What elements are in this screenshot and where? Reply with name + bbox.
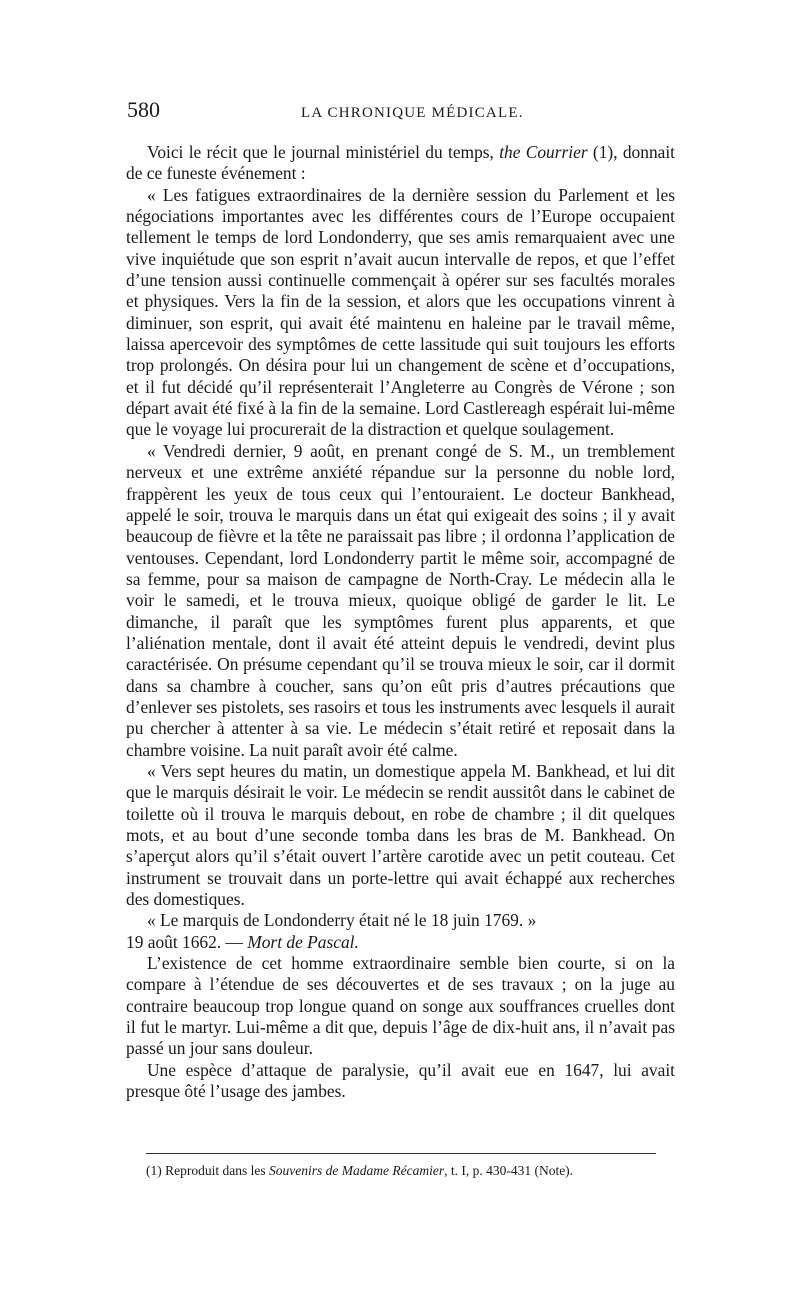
running-title: LA CHRONIQUE MÉDICALE. xyxy=(301,105,524,121)
intro-paragraph xyxy=(126,142,675,185)
newspaper-title: the Courrier xyxy=(499,142,588,162)
intro-text: Voici le récit que le journal ministériel du temps, xyxy=(147,142,500,162)
footnote-marker: (1) xyxy=(146,1163,166,1178)
quote-paragraph-3-text: Vers sept heures du matin, un domestique appela M. Bankhead, et lui dit que le marquis désirait le voir. Le médecin se rendit aussitôt dans le cabinet de toilette où il trouva le marquis debout, en robe de chambre ; il dit quelques mots, et au bout d’une seconde tomba dans les bras de M. Bankhead. On s’aperçut alors qu’il s’était ouvert l’artère carotide avec un petit couteau. Cet instrument se trouvait dans un porte-lettre qui avait échappé aux recherches des domestiques. xyxy=(126,760,676,910)
section-heading xyxy=(126,932,675,953)
quote-paragraph-2-text: Vendredi dernier, 9 août, en prenant congé de S. M., un tremblement nerveux et une extrême anxiété répandue sur la personne du noble lord, frappèrent les yeux de tous ceux qui l’entouraient. Le docteur Bankhead, appelé le soir, trouva le marquis dans un état qui exigeait des soins ; il y avait beaucoup de fièvre et la tête ne paraissait pas libre ; il ordonna l’application de ventouses. Cependant, lord Londonderry partit le même soir, accompagné de sa femme, pour sa maison de campagne de North-Cray. Le médecin alla le voir le samedi, et le trouva mieux, quoique obligé de garder le lit. Le dimanche, il paraît que les symptômes furent plus apparents, et que l’aliénation mentale, dont il avait été atteint depuis le vendredi, devint plus caractérisée. On présume cependant qu’il se trouva mieux le soir, car il dormit dans sa chambre à coucher, sans qu’on eût pris d’autres précautions que d’enlever ses pistolets, ses rasoirs et tous les instruments avec lesquels il aurait pu chercher à attenter à sa vie. Le médecin s’était retiré et reposait dans la chambre voisine. La nuit paraît avoir été calme. xyxy=(126,440,675,760)
page-header xyxy=(127,97,687,127)
footnote-text: Reproduit dans les xyxy=(165,1163,269,1178)
quote-paragraph-2: « Vendredi dernier, 9 août, en prenant congé de S. M., un tremblement nerveux et une extrême anxiété répandue sur la personne du noble lord, frappèrent les yeux de tous ceux qui l’entouraient. Le docteur Bankhead, appelé le soir, trouva le marquis dans un état qui exigeait des soins ; il y avait beaucoup de fièvre et la tête ne paraissait pas libre ; il ordonna l’application de ventouses. Cependant, lord Londonderry partit le même soir, accompagné de sa femme, pour sa maison de campagne de North-Cray. Le médecin alla le voir le samedi, et le trouva mieux, quoique obligé de garder le lit. Le dimanche, il paraît que les symptômes furent plus apparents, et que l’aliénation mentale, dont il avait été atteint depuis le vendredi, devint plus caractérisée. On présume cependant qu’il se trouva mieux le soir, car il dormit dans sa chambre à coucher, sans qu’on eût pris d’autres précautions que d’enlever ses pistolets, ses rasoirs et tous les instruments avec lesquels il aurait pu chercher à attenter à sa vie. Le médecin s’était retiré et reposait dans la chambre voisine. La nuit paraît avoir été calme. xyxy=(126,440,675,760)
body-paragraph-1: L’existence de cet homme extraordinaire semble bien courte, si on la compare à l’étendue de ses découvertes et de ses travaux ; on la juge au contraire beaucoup trop longue quand on songe aux souffrances cruelles dont il fut le martyr. Lui-même a dit que, depuis l’âge de dix-huit ans, il n’avait pas passé un jour sans douleur. xyxy=(126,953,675,1059)
footnote-rule xyxy=(146,1153,656,1154)
main-text xyxy=(126,142,675,1102)
quoted-article xyxy=(126,185,675,932)
footnote xyxy=(146,1162,686,1180)
quote-paragraph-3: « Vers sept heures du matin, un domestique appela M. Bankhead, et lui dit que le marquis désirait le voir. Le médecin se rendit aussitôt dans le cabinet de toilette où il trouva le marquis debout, en robe de chambre ; il dit quelques mots, et au bout d’une seconde tomba dans les bras de M. Bankhead. On s’aperçut alors qu’il s’était ouvert l’artère carotide avec un petit couteau. Cet instrument se trouvait dans un porte-lettre qui avait échappé aux recherches des domestiques. xyxy=(126,760,676,910)
quote-paragraph-4-text: Le marquis de Londonderry était né le 18 juin 1769. » xyxy=(160,910,537,931)
intro-text-end: (1), donnait de ce funeste événement : xyxy=(126,142,676,184)
body-paragraph-2: Une espèce d’attaque de paralysie, qu’il avait eue en 1647, lui avait presque ôté l’usage des jambes. xyxy=(126,1059,675,1102)
footnote-book-title: Souvenirs de Madame Récamier xyxy=(269,1163,445,1178)
footnote-text-end: , t. I, p. 430-431 (Note). xyxy=(444,1163,574,1178)
quote-paragraph-4: « Le marquis de Londonderry était né le 18 juin 1769. » xyxy=(147,910,537,931)
page-number: 580 xyxy=(127,97,160,122)
quote-paragraph-1-text: Les fatigues extraordinaires de la dernière session du Parlement et les négociations importantes avec les différentes cours de l’Europe occupaient tellement le temps de lord Londonderry, que ses amis remarquaient avec une vive inquiétude que son esprit n’avait aucun intervalle de repos, et que l’effet d’une tension aussi continuelle commençait à opérer sur ses facultés morales et physiques. Vers la fin de la session, et alors que les occupations vinrent à diminuer, son esprit, qui avait été maintenu en haleine par le travail même, laissa apercevoir des symptômes de cette lassitude qui suit toujours les efforts trop prolongés. On désira pour lui un changement de scène et d’occupations, et il fut décidé qu’il représenterait l’Angleterre au Congrès de Vérone ; son départ avait été fixé à la fin de la semaine. Lord Castlereagh espérait lui-même que le voyage lui procurerait de la distraction et quelque soulagement. xyxy=(126,184,675,440)
section-date: 19 août 1662. — xyxy=(126,931,248,952)
section-title: Mort de Pascal. xyxy=(247,931,359,952)
quote-paragraph-1: « Les fatigues extraordinaires de la dernière session du Parlement et les négociations importantes avec les différentes cours de l’Europe occupaient tellement le temps de lord Londonderry, que ses amis remarquaient avec une vive inquiétude que son esprit n’avait aucun intervalle de repos, et que l’effet d’une tension aussi continuelle commençait à opérer sur ses facultés morales et physiques. Vers la fin de la session, et alors que les occupations vinrent à diminuer, son esprit, qui avait été maintenu en haleine par le travail même, laissa apercevoir des symptômes de cette lassitude qui suit toujours les efforts trop prolongés. On désira pour lui un changement de scène et d’occupations, et il fut décidé qu’il représenterait l’Angleterre au Congrès de Vérone ; son départ avait été fixé à la fin de la semaine. Lord Castlereagh espérait lui-même que le voyage lui procurerait de la distraction et quelque soulagement. xyxy=(126,184,675,440)
